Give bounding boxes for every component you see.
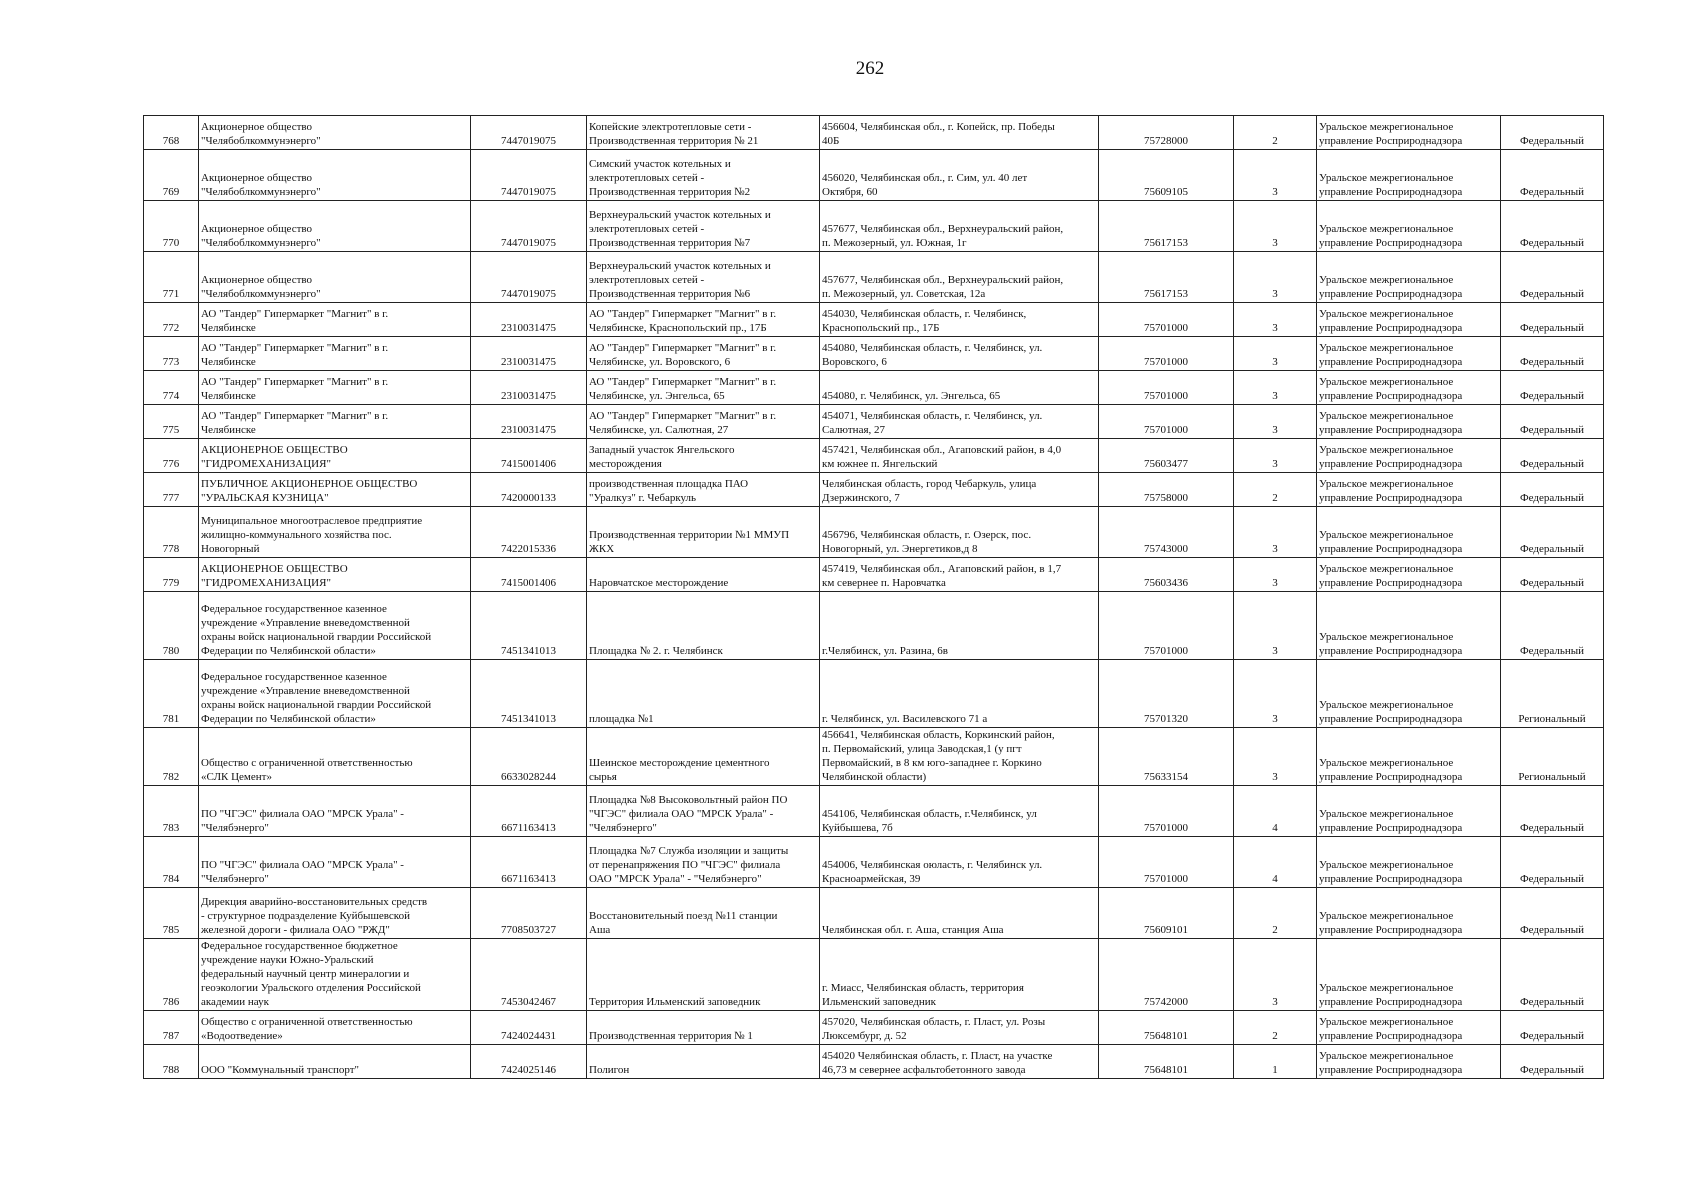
table-row	[144, 837, 1604, 888]
oktmo: 75701000	[1099, 592, 1234, 660]
supervision-level: Федеральный	[1501, 337, 1604, 371]
organization-name: АКЦИОНЕРНОЕ ОБЩЕСТВО "ГИДРОМЕХАНИЗАЦИЯ"	[199, 558, 471, 592]
oktmo: 75609101	[1099, 888, 1234, 939]
site-name: Производственная территории №1 ММУП ЖКХ	[587, 507, 820, 558]
site-name: Копейские электротепловые сети - Производственная территория № 21	[587, 116, 820, 150]
supervision-level: Федеральный	[1501, 1045, 1604, 1079]
supervision-level: Федеральный	[1501, 786, 1604, 837]
table-row	[144, 786, 1604, 837]
inn: 7451341013	[471, 660, 587, 728]
supervision-level: Федеральный	[1501, 558, 1604, 592]
inn: 7415001406	[471, 558, 587, 592]
table-row	[144, 303, 1604, 337]
table-row	[144, 888, 1604, 939]
inn: 7415001406	[471, 439, 587, 473]
row-number: 768	[144, 116, 199, 150]
organization-name: Общество с ограниченной ответственностью «СЛК Цемент»	[199, 728, 471, 786]
supervision-level: Федеральный	[1501, 837, 1604, 888]
table-row	[144, 592, 1604, 660]
category: 4	[1234, 837, 1317, 888]
inn: 6671163413	[471, 837, 587, 888]
inn: 2310031475	[471, 303, 587, 337]
oktmo: 75728000	[1099, 116, 1234, 150]
row-number: 778	[144, 507, 199, 558]
organization-name: Федеральное государственное казенное учреждение «Управление вневедомственной охраны войск национальной гвардии Российской Федерации по Челябинской области»	[199, 592, 471, 660]
site-name: Полигон	[587, 1045, 820, 1079]
address: 456796, Челябинская область, г. Озерск, пос. Новогорный, ул. Энергетиков,д 8	[820, 507, 1099, 558]
address: г.Челябинск, ул. Разина, 6в	[820, 592, 1099, 660]
site-name: Площадка № 2. г. Челябинск	[587, 592, 820, 660]
site-name: Производственная территория № 1	[587, 1011, 820, 1045]
row-number: 784	[144, 837, 199, 888]
supervision-level: Федеральный	[1501, 150, 1604, 201]
category: 3	[1234, 939, 1317, 1011]
authority: Уральское межрегиональное управление Росприроднадзора	[1317, 405, 1501, 439]
table-row	[144, 201, 1604, 252]
authority: Уральское межрегиональное управление Росприроднадзора	[1317, 939, 1501, 1011]
organization-name: Федеральное государственное бюджетное учреждение науки Южно-Уральский федеральный научный центр минералогии и геоэкологии Уральского отделения Российской академии наук	[199, 939, 471, 1011]
authority: Уральское межрегиональное управление Росприроднадзора	[1317, 201, 1501, 252]
authority: Уральское межрегиональное управление Росприроднадзора	[1317, 786, 1501, 837]
authority: Уральское межрегиональное управление Росприроднадзора	[1317, 1045, 1501, 1079]
organization-name: ПО "ЧГЭС" филиала ОАО "МРСК Урала" - "Челябэнерго"	[199, 786, 471, 837]
address: 456604, Челябинская обл., г. Копейск, пр. Победы 40Б	[820, 116, 1099, 150]
organization-name: АКЦИОНЕРНОЕ ОБЩЕСТВО "ГИДРОМЕХАНИЗАЦИЯ"	[199, 439, 471, 473]
oktmo: 75603477	[1099, 439, 1234, 473]
oktmo: 75701000	[1099, 837, 1234, 888]
address: 454006, Челябинская оюласть, г. Челябинск ул. Красноармейская, 39	[820, 837, 1099, 888]
supervision-level: Федеральный	[1501, 592, 1604, 660]
site-name: Территория Ильменский заповедник	[587, 939, 820, 1011]
oktmo: 75743000	[1099, 507, 1234, 558]
authority: Уральское межрегиональное управление Росприроднадзора	[1317, 337, 1501, 371]
table-row	[144, 939, 1604, 1011]
site-name: АО "Тандер" Гипермаркет "Магнит" в г. Челябинске, ул. Салютная, 27	[587, 405, 820, 439]
authority: Уральское межрегиональное управление Росприроднадзора	[1317, 150, 1501, 201]
category: 2	[1234, 116, 1317, 150]
site-name: Шеинское месторождение цементного сырья	[587, 728, 820, 786]
organization-name: ООО "Коммунальный транспорт"	[199, 1045, 471, 1079]
address: Челябинская область, город Чебаркуль, улица Дзержинского, 7	[820, 473, 1099, 507]
authority: Уральское межрегиональное управление Росприроднадзора	[1317, 558, 1501, 592]
row-number: 771	[144, 252, 199, 303]
organization-name: АО "Тандер" Гипермаркет "Магнит" в г. Челябинске	[199, 405, 471, 439]
category: 4	[1234, 786, 1317, 837]
address: 454080, г. Челябинск, ул. Энгельса, 65	[820, 371, 1099, 405]
table-row	[144, 473, 1604, 507]
inn: 6633028244	[471, 728, 587, 786]
oktmo: 75648101	[1099, 1011, 1234, 1045]
site-name: Верхнеуральский участок котельных и электротепловых сетей - Производственная территория №6	[587, 252, 820, 303]
organization-name: Акционерное общество "Челябоблкоммунэнерго"	[199, 150, 471, 201]
oktmo: 75633154	[1099, 728, 1234, 786]
row-number: 782	[144, 728, 199, 786]
table-row	[144, 405, 1604, 439]
authority: Уральское межрегиональное управление Росприроднадзора	[1317, 837, 1501, 888]
supervision-level: Федеральный	[1501, 371, 1604, 405]
organization-name: Акционерное общество "Челябоблкоммунэнерго"	[199, 116, 471, 150]
authority: Уральское межрегиональное управление Росприроднадзора	[1317, 371, 1501, 405]
oktmo: 75742000	[1099, 939, 1234, 1011]
oktmo: 75701000	[1099, 786, 1234, 837]
table-row	[144, 252, 1604, 303]
category: 3	[1234, 405, 1317, 439]
category: 3	[1234, 371, 1317, 405]
inn: 7447019075	[471, 201, 587, 252]
authority: Уральское межрегиональное управление Росприроднадзора	[1317, 728, 1501, 786]
row-number: 773	[144, 337, 199, 371]
row-number: 786	[144, 939, 199, 1011]
site-name: площадка №1	[587, 660, 820, 728]
supervision-level: Федеральный	[1501, 405, 1604, 439]
oktmo: 75701000	[1099, 303, 1234, 337]
address: 457419, Челябинская обл., Агаповский район, в 1,7 км севернее п. Наровчатка	[820, 558, 1099, 592]
supervision-level: Федеральный	[1501, 473, 1604, 507]
organization-name: Дирекция аварийно-восстановительных средств - структурное подразделение Куйбышевской железной дороги - филиала ОАО "РЖД"	[199, 888, 471, 939]
inn: 7708503727	[471, 888, 587, 939]
authority: Уральское межрегиональное управление Росприроднадзора	[1317, 888, 1501, 939]
category: 3	[1234, 303, 1317, 337]
table-row	[144, 660, 1604, 728]
address: 457677, Челябинская обл., Верхнеуральский район, п. Межозерный, ул. Южная, 1г	[820, 201, 1099, 252]
category: 3	[1234, 507, 1317, 558]
inn: 2310031475	[471, 371, 587, 405]
site-name: Симский участок котельных и электротепловых сетей - Производственная территория №2	[587, 150, 820, 201]
inn: 7447019075	[471, 116, 587, 150]
organization-name: АО "Тандер" Гипермаркет "Магнит" в г. Челябинске	[199, 337, 471, 371]
address: 454071, Челябинская область, г. Челябинск, ул. Салютная, 27	[820, 405, 1099, 439]
inn: 2310031475	[471, 337, 587, 371]
oktmo: 75758000	[1099, 473, 1234, 507]
address: 457020, Челябинская область, г. Пласт, ул. Розы Люксембург, д. 52	[820, 1011, 1099, 1045]
category: 3	[1234, 592, 1317, 660]
address: 457677, Челябинская обл., Верхнеуральский район, п. Межозерный, ул. Советская, 12а	[820, 252, 1099, 303]
table-row	[144, 371, 1604, 405]
oktmo: 75617153	[1099, 201, 1234, 252]
supervision-level: Федеральный	[1501, 1011, 1604, 1045]
inn: 7453042467	[471, 939, 587, 1011]
supervision-level: Федеральный	[1501, 116, 1604, 150]
oktmo: 75617153	[1099, 252, 1234, 303]
table-row	[144, 439, 1604, 473]
supervision-level: Федеральный	[1501, 201, 1604, 252]
category: 3	[1234, 558, 1317, 592]
row-number: 783	[144, 786, 199, 837]
inn: 7451341013	[471, 592, 587, 660]
organization-name: АО "Тандер" Гипермаркет "Магнит" в г. Челябинске	[199, 371, 471, 405]
row-number: 787	[144, 1011, 199, 1045]
row-number: 770	[144, 201, 199, 252]
oktmo: 75701000	[1099, 405, 1234, 439]
table-row	[144, 150, 1604, 201]
row-number: 781	[144, 660, 199, 728]
site-name: АО "Тандер" Гипермаркет "Магнит" в г. Челябинске, ул. Энгельса, 65	[587, 371, 820, 405]
row-number: 772	[144, 303, 199, 337]
oktmo: 75701320	[1099, 660, 1234, 728]
site-name: АО "Тандер" Гипермаркет "Магнит" в г. Челябинске, ул. Воровского, 6	[587, 337, 820, 371]
address: г. Челябинск, ул. Василевского 71 а	[820, 660, 1099, 728]
authority: Уральское межрегиональное управление Росприроднадзора	[1317, 303, 1501, 337]
oktmo: 75603436	[1099, 558, 1234, 592]
site-name: Площадка №7 Служба изоляции и защиты от перенапряжения ПО "ЧГЭС" филиала ОАО "МРСК Урала" - "Челябэнерго"	[587, 837, 820, 888]
row-number: 777	[144, 473, 199, 507]
table-row	[144, 558, 1604, 592]
supervision-level: Федеральный	[1501, 252, 1604, 303]
inn: 2310031475	[471, 405, 587, 439]
supervision-level: Региональный	[1501, 728, 1604, 786]
category: 3	[1234, 252, 1317, 303]
category: 3	[1234, 439, 1317, 473]
oktmo: 75609105	[1099, 150, 1234, 201]
authority: Уральское межрегиональное управление Росприроднадзора	[1317, 507, 1501, 558]
inn: 7420000133	[471, 473, 587, 507]
oktmo: 75701000	[1099, 337, 1234, 371]
address: 457421, Челябинская обл., Агаповский район, в 4,0 км южнее п. Янгельский	[820, 439, 1099, 473]
table-row	[144, 1011, 1604, 1045]
supervision-level: Федеральный	[1501, 439, 1604, 473]
table-row	[144, 337, 1604, 371]
inn: 7424025146	[471, 1045, 587, 1079]
address: 454030, Челябинская область, г. Челябинск, Краснопольский пр., 17Б	[820, 303, 1099, 337]
table-row	[144, 116, 1604, 150]
authority: Уральское межрегиональное управление Росприроднадзора	[1317, 252, 1501, 303]
organization-name: ПУБЛИЧНОЕ АКЦИОНЕРНОЕ ОБЩЕСТВО "УРАЛЬСКАЯ КУЗНИЦА"	[199, 473, 471, 507]
organization-name: Общество с ограниченной ответственностью «Водоотведение»	[199, 1011, 471, 1045]
page-number: 262	[855, 58, 885, 79]
site-name: Западный участок Янгельского месторождения	[587, 439, 820, 473]
oktmo: 75648101	[1099, 1045, 1234, 1079]
registry-table	[143, 115, 1604, 1079]
category: 2	[1234, 888, 1317, 939]
supervision-level: Федеральный	[1501, 888, 1604, 939]
row-number: 776	[144, 439, 199, 473]
row-number: 769	[144, 150, 199, 201]
organization-name: АО "Тандер" Гипермаркет "Магнит" в г. Челябинске	[199, 303, 471, 337]
row-number: 779	[144, 558, 199, 592]
organization-name: ПО "ЧГЭС" филиала ОАО "МРСК Урала" - "Челябэнерго"	[199, 837, 471, 888]
supervision-level: Федеральный	[1501, 303, 1604, 337]
category: 3	[1234, 201, 1317, 252]
category: 2	[1234, 473, 1317, 507]
row-number: 788	[144, 1045, 199, 1079]
category: 3	[1234, 660, 1317, 728]
address: 454106, Челябинская область, г.Челябинск, ул Куйбышева, 7б	[820, 786, 1099, 837]
address: г. Миасс, Челябинская область, территория Ильменский заповедник	[820, 939, 1099, 1011]
table-row	[144, 507, 1604, 558]
organization-name: Акционерное общество "Челябоблкоммунэнерго"	[199, 201, 471, 252]
row-number: 774	[144, 371, 199, 405]
category: 3	[1234, 728, 1317, 786]
organization-name: Федеральное государственное казенное учреждение «Управление вневедомственной охраны войск национальной гвардии Российской Федерации по Челябинской области»	[199, 660, 471, 728]
site-name: Наровчатское месторождение	[587, 558, 820, 592]
authority: Уральское межрегиональное управление Росприроднадзора	[1317, 439, 1501, 473]
address: 456020, Челябинская обл., г. Сим, ул. 40 лет Октября, 60	[820, 150, 1099, 201]
supervision-level: Региональный	[1501, 660, 1604, 728]
row-number: 785	[144, 888, 199, 939]
inn: 7422015336	[471, 507, 587, 558]
inn: 7447019075	[471, 150, 587, 201]
address: 454080, Челябинская область, г. Челябинск, ул. Воровского, 6	[820, 337, 1099, 371]
category: 1	[1234, 1045, 1317, 1079]
site-name: производственная площадка ПАО "Уралкуз" г. Чебаркуль	[587, 473, 820, 507]
site-name: АО "Тандер" Гипермаркет "Магнит" в г. Челябинске, Краснопольский пр., 17Б	[587, 303, 820, 337]
authority: Уральское межрегиональное управление Росприроднадзора	[1317, 660, 1501, 728]
address: Челябинская обл. г. Аша, станция Аша	[820, 888, 1099, 939]
organization-name: Муниципальное многоотраслевое предприятие жилищно-коммунального хозяйства пос. Новогорный	[199, 507, 471, 558]
row-number: 780	[144, 592, 199, 660]
inn: 7424024431	[471, 1011, 587, 1045]
inn: 7447019075	[471, 252, 587, 303]
category: 2	[1234, 1011, 1317, 1045]
authority: Уральское межрегиональное управление Росприроднадзора	[1317, 473, 1501, 507]
authority: Уральское межрегиональное управление Росприроднадзора	[1317, 592, 1501, 660]
site-name: Площадка №8 Высоковольтный район ПО "ЧГЭС" филиала ОАО "МРСК Урала" - "Челябэнерго"	[587, 786, 820, 837]
organization-name: Акционерное общество "Челябоблкоммунэнерго"	[199, 252, 471, 303]
inn: 6671163413	[471, 786, 587, 837]
supervision-level: Федеральный	[1501, 939, 1604, 1011]
category: 3	[1234, 150, 1317, 201]
table-row	[144, 728, 1604, 786]
address: 456641, Челябинская область, Коркинский район, п. Первомайский, улица Заводская,1 (у пгт Первомайский, в 8 км юго-западнее г. Коркино Челябинской области)	[820, 728, 1099, 786]
site-name: Восстановительный поезд №11 станции Аша	[587, 888, 820, 939]
table-row	[144, 1045, 1604, 1079]
oktmo: 75701000	[1099, 371, 1234, 405]
address: 454020 Челябинская область, г. Пласт, на участке 46,73 м севернее асфальтобетонного завода	[820, 1045, 1099, 1079]
site-name: Верхнеуральский участок котельных и электротепловых сетей - Производственная территория №7	[587, 201, 820, 252]
row-number: 775	[144, 405, 199, 439]
authority: Уральское межрегиональное управление Росприроднадзора	[1317, 1011, 1501, 1045]
category: 3	[1234, 337, 1317, 371]
supervision-level: Федеральный	[1501, 507, 1604, 558]
authority: Уральское межрегиональное управление Росприроднадзора	[1317, 116, 1501, 150]
